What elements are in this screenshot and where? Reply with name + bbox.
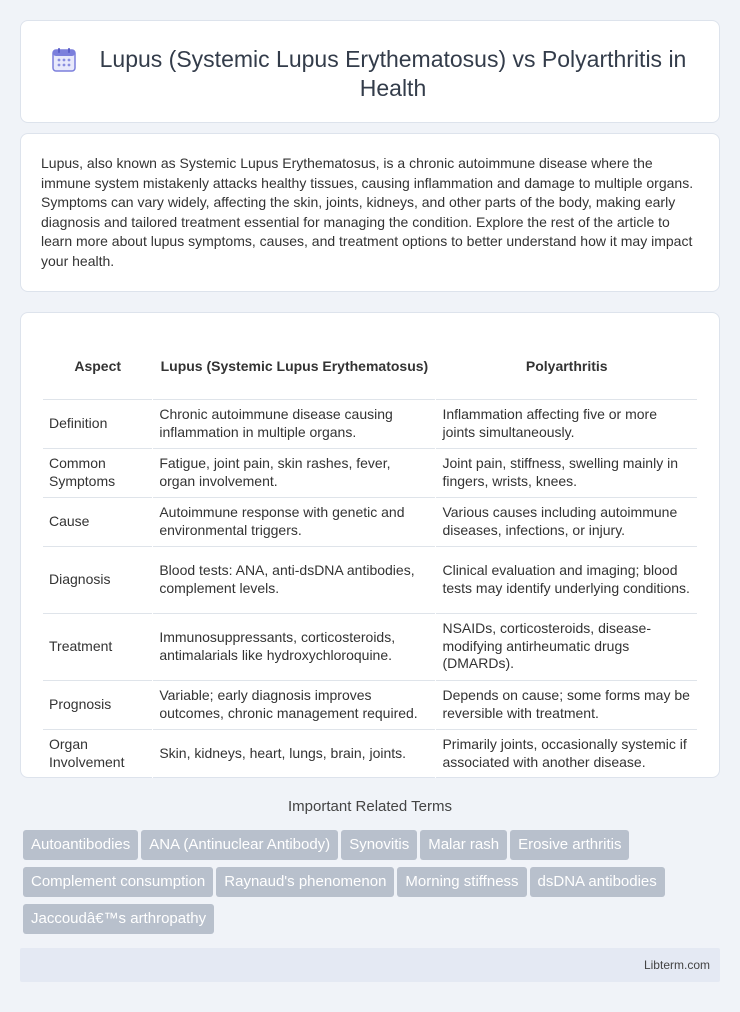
- tag-morning-stiffness[interactable]: Morning stiffness: [397, 867, 526, 897]
- table-cell-polyarthritis: Primarily joints, occasionally systemic if associated with another disease.: [436, 729, 697, 778]
- tag-dsdna-antibodies[interactable]: dsDNA antibodies: [530, 867, 665, 897]
- calendar-icon: [51, 47, 77, 73]
- related-terms-title: Important Related Terms: [288, 798, 452, 815]
- table-cell-aspect: Prognosis: [43, 680, 153, 729]
- table-cell-polyarthritis: NSAIDs, corticosteroids, disease-modifying antirheumatic drugs (DMARDs).: [436, 613, 697, 680]
- comparison-table: [43, 335, 697, 778]
- tag-raynauds-phenomenon[interactable]: Raynaud's phenomenon: [216, 867, 394, 897]
- header-lupus: Lupus (Systemic Lupus Erythematosus): [153, 335, 436, 399]
- table-row: [43, 729, 697, 778]
- header-aspect: Aspect: [74, 358, 122, 375]
- comparison-table-card: [20, 312, 720, 778]
- tag-malar-rash[interactable]: Malar rash: [420, 830, 507, 860]
- table-cell-lupus: Blood tests: ANA, anti-dsDNA antibodies, complement levels.: [153, 546, 436, 613]
- table-cell-lupus: Variable; early diagnosis improves outcomes, chronic management required.: [153, 680, 436, 729]
- footer-site-link[interactable]: Libterm.com: [643, 958, 710, 972]
- table-row: [43, 399, 697, 448]
- tag-jaccouds-arthropathy[interactable]: Jaccoudâ€™s arthropathy: [23, 904, 214, 934]
- tag-synovitis[interactable]: Synovitis: [341, 830, 417, 860]
- table-cell-polyarthritis: Joint pain, stiffness, swelling mainly in fingers, wrists, knees.: [436, 448, 697, 497]
- table-cell-aspect: Cause: [43, 497, 153, 546]
- table-cell-lupus: Skin, kidneys, heart, lungs, brain, joints.: [153, 729, 436, 778]
- header-card: [20, 20, 720, 123]
- table-cell-lupus: Chronic autoimmune disease causing inflammation in multiple organs.: [153, 399, 436, 448]
- table-cell-aspect: Organ Involvement: [43, 729, 153, 778]
- table-cell-aspect: Treatment: [43, 613, 153, 680]
- tag-complement-consumption[interactable]: Complement consumption: [23, 867, 213, 897]
- table-cell-polyarthritis: Inflammation affecting five or more joints simultaneously.: [436, 399, 697, 448]
- intro-card: [20, 133, 720, 292]
- table-cell-polyarthritis: Depends on cause; some forms may be reversible with treatment.: [436, 680, 697, 729]
- footer: [20, 948, 720, 982]
- table-cell-lupus: Fatigue, joint pain, skin rashes, fever, organ involvement.: [153, 448, 436, 497]
- intro-text: Lupus, also known as Systemic Lupus Erythematosus, is a chronic autoimmune disease where the immune system mistakenly attacks healthy tissues, causing inflammation and damage to multiple organs. Symptoms can vary widely, affecting the skin, joints, kidneys, and other parts of the body, making early diagnosis and tailored treatment essential for managing the condition. Explore the rest of the article to learn more about lupus symptoms, causes, and treatment options to better understand how it may impact your health.: [41, 155, 694, 269]
- page-title: Lupus (Systemic Lupus Erythematosus) vs Polyarthritis in Health: [99, 46, 687, 101]
- tag-ana[interactable]: ANA (Antinuclear Antibody): [141, 830, 338, 860]
- table-header-row: [43, 335, 697, 399]
- table-row: [43, 680, 697, 729]
- table-row: [43, 546, 697, 613]
- table-cell-aspect: Definition: [43, 399, 153, 448]
- header-polyarthritis: Polyarthritis: [436, 335, 697, 399]
- related-terms-tags: [23, 830, 723, 941]
- table-cell-polyarthritis: Clinical evaluation and imaging; blood tests may identify underlying conditions.: [436, 546, 697, 613]
- table-row: [43, 448, 697, 497]
- table-row: [43, 613, 697, 680]
- table-cell-aspect: Common Symptoms: [43, 448, 153, 497]
- table-row: [43, 497, 697, 546]
- tag-erosive-arthritis[interactable]: Erosive arthritis: [510, 830, 629, 860]
- table-cell-polyarthritis: Various causes including autoimmune diseases, infections, or injury.: [436, 497, 697, 546]
- table-cell-lupus: Autoimmune response with genetic and environmental triggers.: [153, 497, 436, 546]
- table-cell-aspect: Diagnosis: [43, 546, 153, 613]
- table-cell-lupus: Immunosuppressants, corticosteroids, antimalarials like hydroxychloroquine.: [153, 613, 436, 680]
- tag-autoantibodies[interactable]: Autoantibodies: [23, 830, 138, 860]
